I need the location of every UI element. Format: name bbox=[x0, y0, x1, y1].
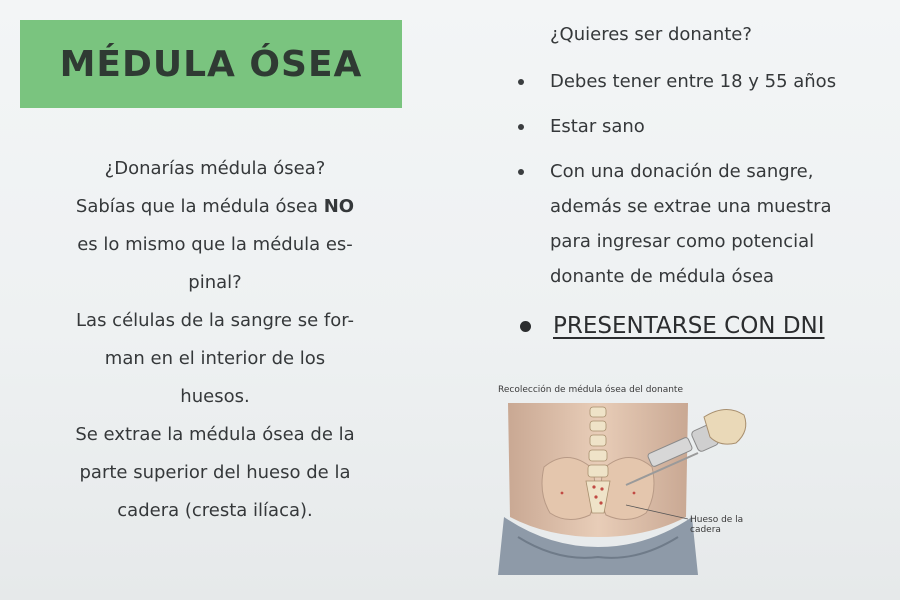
bullet-icon bbox=[518, 79, 524, 85]
list-item bbox=[510, 154, 890, 294]
page-title: MÉDULA ÓSEA bbox=[59, 43, 363, 85]
label-line: Hueso de la bbox=[690, 515, 744, 525]
label-line: cadera bbox=[690, 525, 721, 535]
present-dni-note bbox=[520, 313, 825, 339]
bullet-icon bbox=[520, 321, 531, 332]
paragraph-extraction bbox=[40, 416, 390, 530]
question-donate: ¿Donarías médula ósea? bbox=[104, 158, 326, 179]
requirements-list bbox=[510, 64, 890, 304]
text-line: huesos. bbox=[180, 386, 250, 407]
bone-marrow-extraction-illustration bbox=[498, 397, 768, 575]
list-item-text: Debes tener entre 18 y 55 años bbox=[550, 71, 837, 92]
text-line: cadera (cresta ilíaca). bbox=[117, 500, 313, 521]
list-item-text: Estar sano bbox=[550, 116, 645, 137]
text-line: Se extrae la médula ósea de la bbox=[75, 424, 355, 445]
bullet-icon bbox=[518, 124, 524, 130]
text-line: es lo mismo que la médula es- bbox=[77, 234, 353, 255]
text-line: Sabías que la médula ósea bbox=[75, 196, 324, 217]
text-line: pinal? bbox=[188, 272, 242, 293]
list-item-text: para ingresar como potencial bbox=[550, 231, 815, 252]
bullet-icon bbox=[518, 169, 524, 175]
list-item-text: donante de médula ósea bbox=[550, 266, 775, 287]
list-item bbox=[510, 109, 890, 144]
question-donor: ¿Quieres ser donante? bbox=[550, 24, 752, 45]
medical-illustration bbox=[498, 385, 768, 575]
paragraph-cells bbox=[40, 302, 390, 416]
text-line: parte superior del hueso de la bbox=[79, 462, 351, 483]
list-item-text: además se extrae una muestra bbox=[550, 196, 832, 217]
present-dni-text: PRESENTARSE CON DNI bbox=[553, 313, 825, 339]
emphasis-no: NO bbox=[323, 196, 355, 217]
list-item-text: Con una donación de sangre, bbox=[550, 161, 814, 182]
title-banner bbox=[20, 20, 402, 108]
paragraph-difference bbox=[40, 188, 390, 302]
figure-caption: Recolección de médula ósea del donante bbox=[498, 385, 683, 395]
list-item bbox=[510, 64, 890, 99]
left-column bbox=[40, 150, 390, 530]
hip-bone-label bbox=[690, 515, 750, 535]
text-line: man en el interior de los bbox=[104, 348, 326, 369]
text-line: Las células de la sangre se for- bbox=[76, 310, 354, 331]
